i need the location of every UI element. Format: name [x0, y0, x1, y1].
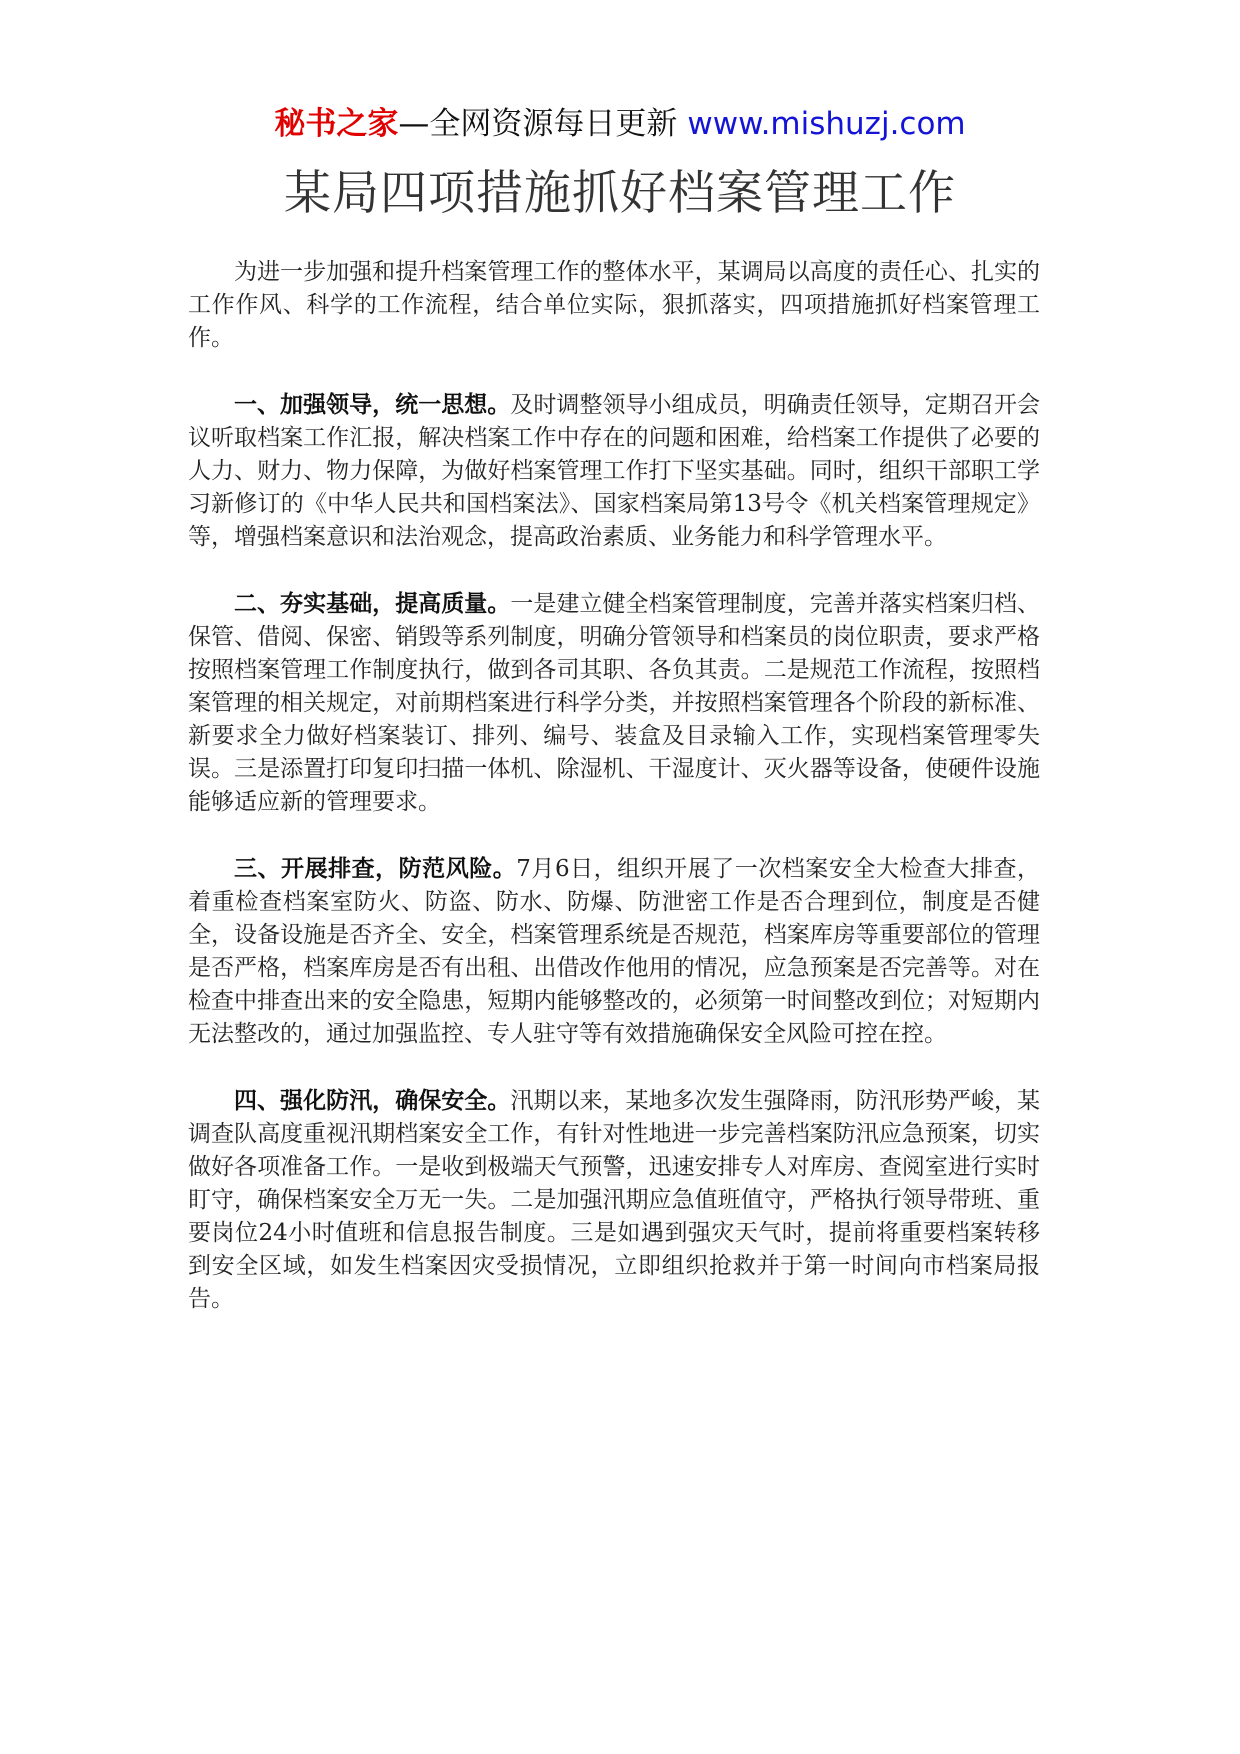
- section-paragraph: [188, 852, 1040, 1051]
- section-text: 及时调整领导小组成员，明确责任领导，定期召开会议听取档案工作汇报，解决档案工作中存在的问题和困难，给档案工作提供了必要的人力、财力、物力保障，为做好档案管理工作打下坚实基础。同时，组织干部职工学习新修订的《中华人民共和国档案法》、国家档案局第13号令《机关档案管理规定》等，增强档案意识和法治观念，提高政治素质、业务能力和科学管理水平。: [188, 392, 1041, 550]
- section-text: 汛期以来，某地多次发生强降雨，防汛形势严峻，某调查队高度重视汛期档案安全工作，有针对性地进一步完善档案防汛应急预案，切实做好各项准备工作。一是收到极端天气预警，迅速安排专人对库房、查阅室进行实时盯守，确保档案安全万无一失。二是加强汛期应急值班值守，严格执行领导带班、重要岗位24小时值班和信息报告制度。三是如遇到强灾天气时，提前将重要档案转移到安全区域，如发生档案因灾受损情况，立即组织抢救并于第一时间向市档案局报告。: [188, 1088, 1041, 1312]
- section-paragraph: [188, 587, 1040, 819]
- section-text: 一是建立健全档案管理制度，完善并落实档案归档、保管、借阅、保密、销毁等系列制度，明确分管领导和档案员的岗位职责，要求严格按照档案管理工作制度执行，做到各司其职、各负其责。二是规范工作流程，按照档案管理的相关规定，对前期档案进行科学分类，并按照档案管理各个阶段的新标准、新要求全力做好档案装订、排列、编号、装盒及目录输入工作，实现档案管理零失误。三是添置打印复印扫描一体机、除湿机、干湿度计、灭火器等设备，使硬件设施能够适应新的管理要求。: [188, 591, 1041, 815]
- site-url-link[interactable]: www.mishuzj.com: [687, 106, 966, 142]
- intro-paragraph: 为进一步加强和提升档案管理工作的整体水平，某调局以高度的责任心、扎实的工作作风、科学的工作流程，结合单位实际，狠抓落实，四项措施抓好档案管理工作。: [188, 259, 1040, 351]
- document-title: 某局四项措施抓好档案管理工作: [284, 166, 956, 221]
- section-paragraph: [188, 388, 1040, 554]
- section-heading: 一、加强领导，统一思想。: [234, 391, 511, 418]
- section-paragraph: [188, 1084, 1040, 1316]
- section-heading: 四、强化防汛，确保安全。: [234, 1087, 511, 1114]
- site-slogan: —全网资源每日更新: [398, 106, 678, 142]
- site-header: [0, 104, 1240, 144]
- section-text: 7月6日，组织开展了一次档案安全大检查大排查，着重检查档案室防火、防盗、防水、防爆、防泄密工作是否合理到位，制度是否健全，设备设施是否齐全、安全，档案管理系统是否规范，档案库房等重要部位的管理是否严格，档案库房是否有出租、出借改作他用的情况，应急预案是否完善等。对在检查中排查出来的安全隐患，短期内能够整改的，必须第一时间整改到位；对短期内无法整改的，通过加强监控、专人驻守等有效措施确保安全风险可控在控。: [188, 856, 1040, 1047]
- section-heading: 二、夯实基础，提高质量。: [234, 590, 511, 617]
- section-heading: 三、开展排查，防范风险。: [234, 855, 517, 882]
- site-brand: 秘书之家: [274, 106, 399, 142]
- document-body: [188, 256, 1040, 1349]
